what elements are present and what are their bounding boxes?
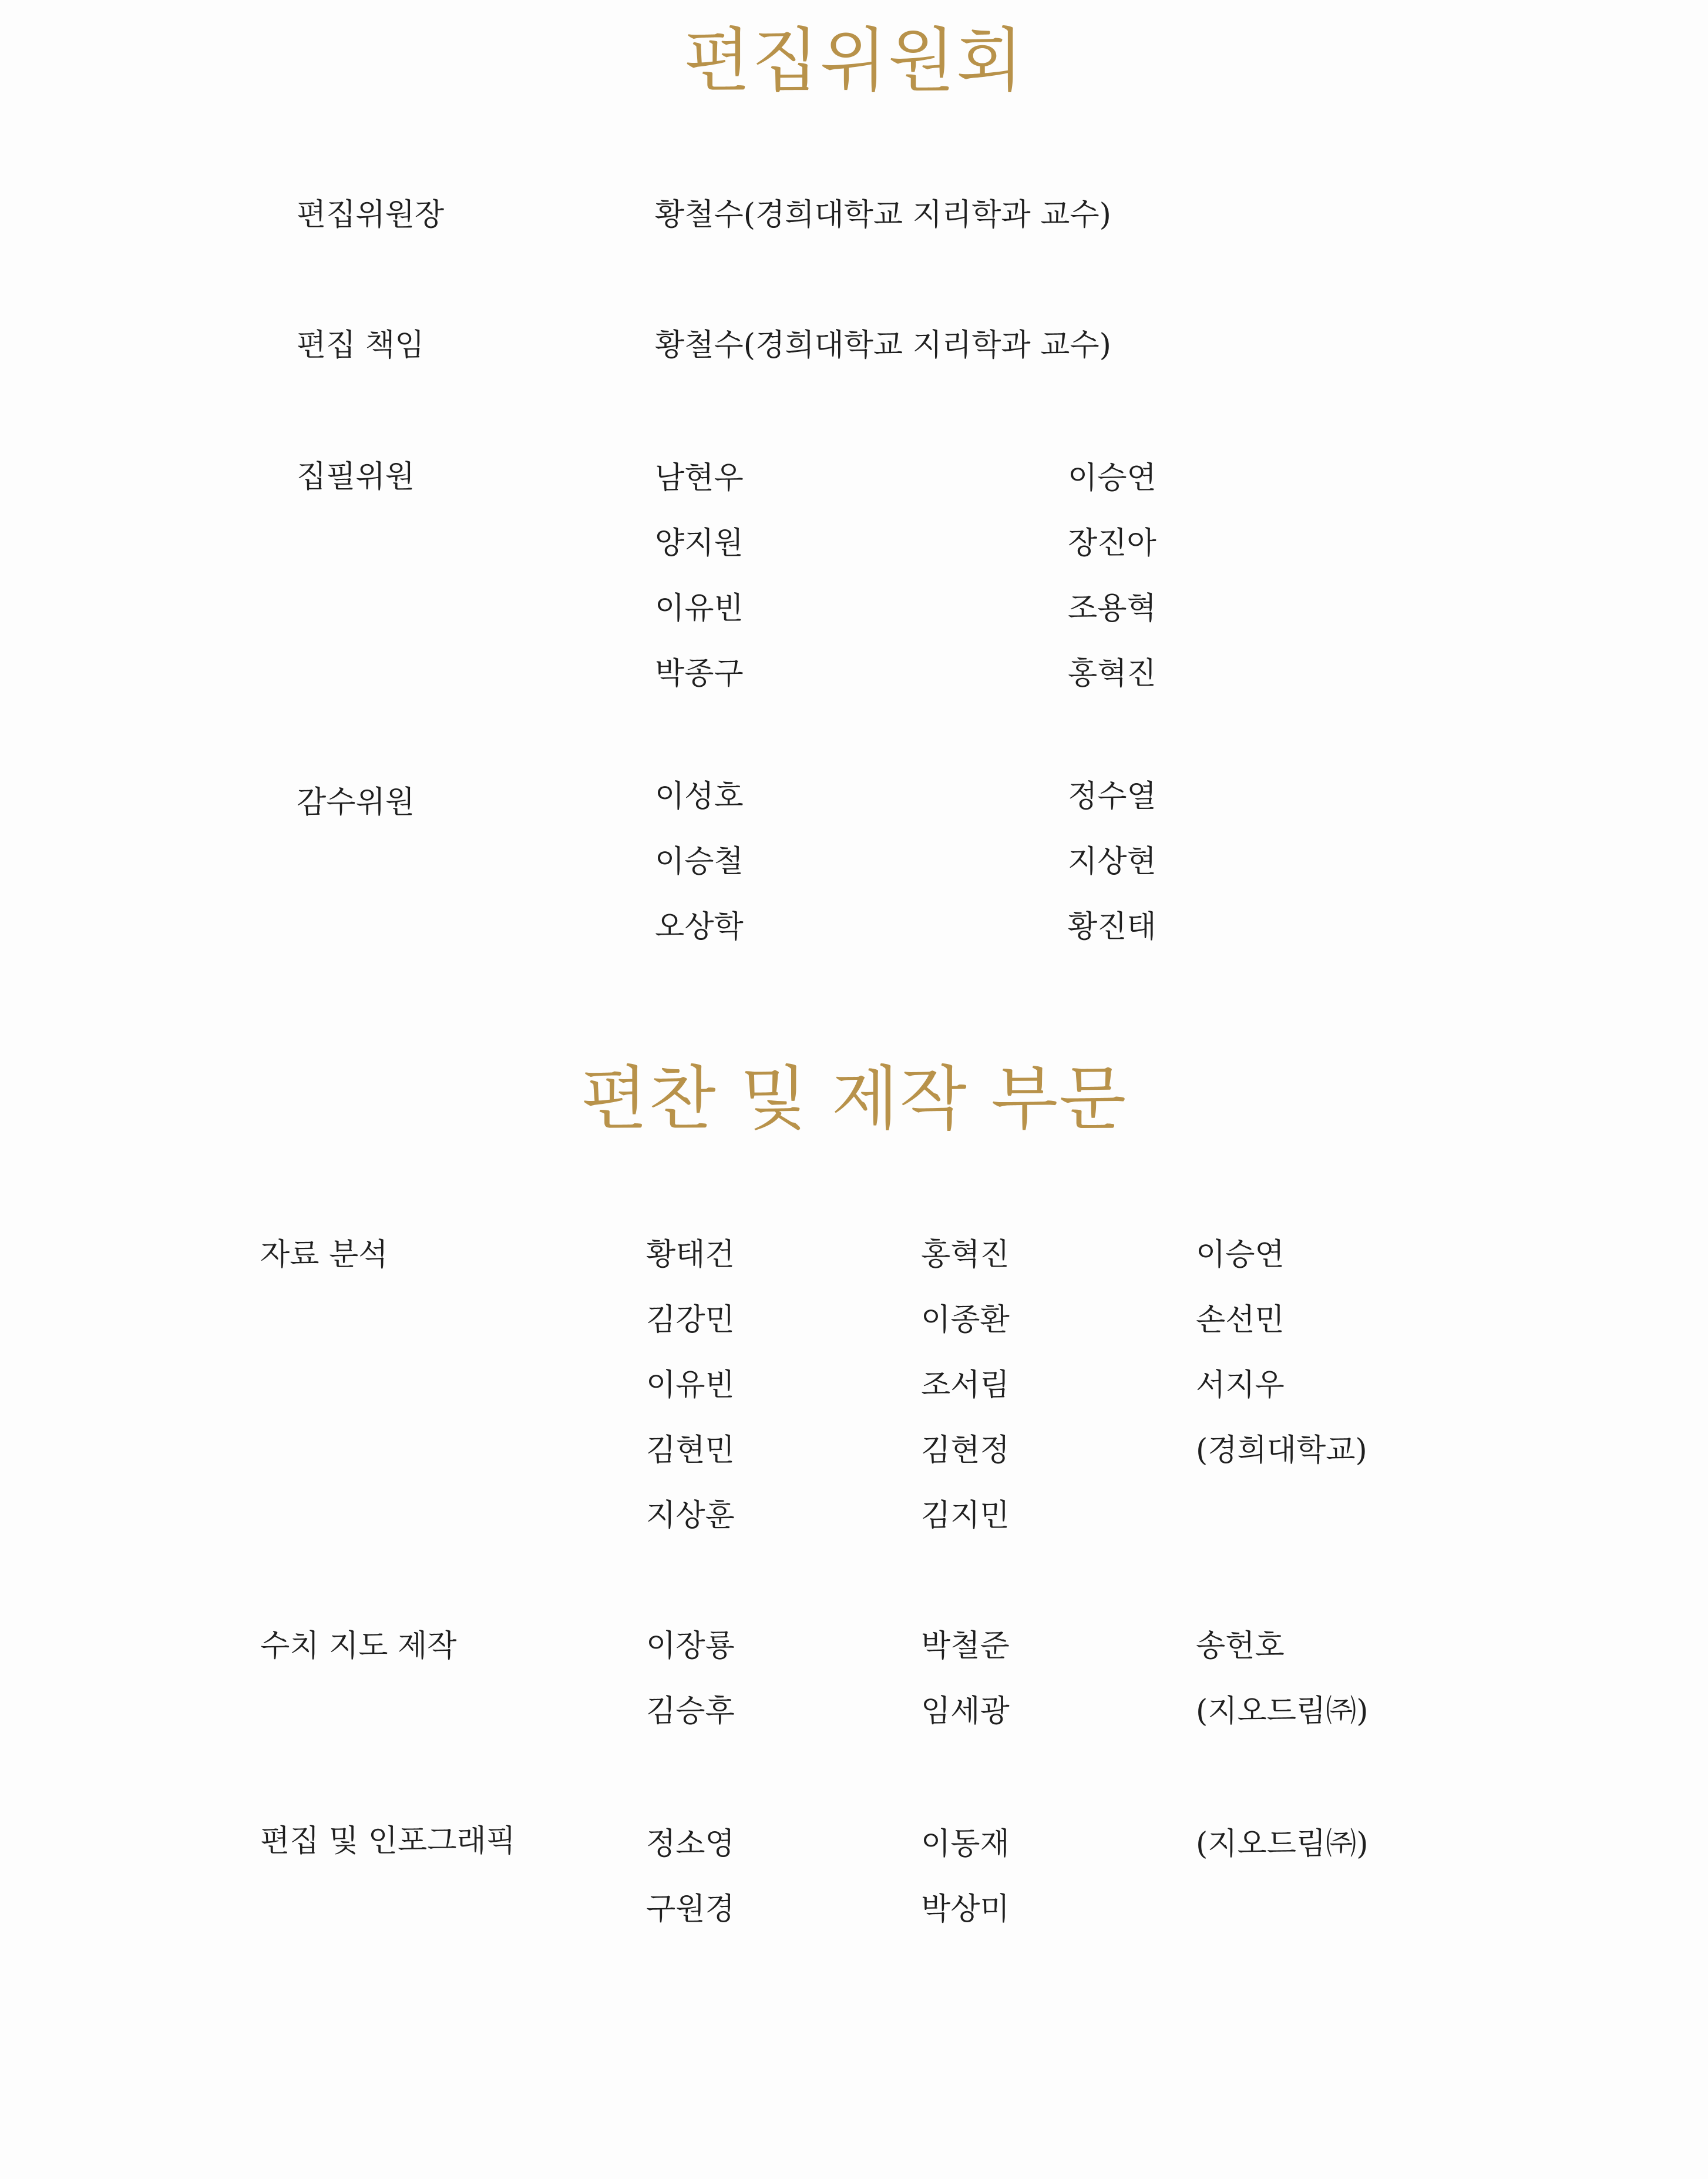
analyst-name: 김현민 (646, 1433, 735, 1468)
analyst-name: 이종환 (921, 1302, 1010, 1338)
affiliation: (지오드림㈜) (1196, 1827, 1369, 1862)
writer-name: 이유빈 (655, 591, 744, 626)
analyst-name: 홍혁진 (921, 1237, 1010, 1273)
label-data-analysis: 자료 분석 (260, 1237, 388, 1273)
reviewer-name: 정수열 (1068, 779, 1156, 814)
writer-name: 이승연 (1068, 461, 1156, 496)
analyst-name: 지상훈 (646, 1498, 735, 1533)
writer-name: 홍혁진 (1068, 656, 1156, 691)
map-maker-name: 임세광 (921, 1694, 1010, 1729)
editor-name: 이동재 (921, 1827, 1010, 1862)
value-chief-editor: 황철수(경희대학교 지리학과 교수) (655, 197, 1111, 233)
affiliation: (경희대학교) (1196, 1433, 1367, 1468)
label-reviewers: 감수위원 (297, 785, 415, 820)
reviewer-name: 이승철 (655, 844, 744, 879)
label-chief-editor: 편집위원장 (297, 197, 445, 233)
reviewer-name: 오상학 (655, 909, 744, 945)
writer-name: 조용혁 (1068, 591, 1156, 626)
reviewer-name: 이성호 (655, 779, 744, 814)
analyst-name: 조서림 (921, 1368, 1010, 1403)
writer-name: 양지원 (655, 526, 744, 561)
editor-name: 정소영 (646, 1827, 735, 1862)
label-digital-map: 수치 지도 제작 (260, 1629, 457, 1664)
analyst-name: 김지민 (921, 1498, 1010, 1533)
reviewer-name: 황진태 (1068, 909, 1156, 945)
writer-name: 남현우 (655, 461, 744, 496)
value-editor-in-charge: 황철수(경희대학교 지리학과 교수) (655, 328, 1111, 363)
analyst-name: 손선민 (1196, 1302, 1285, 1338)
analyst-name: 김현정 (921, 1433, 1010, 1468)
analyst-name: 황태건 (646, 1237, 735, 1273)
section-title-editorial-committee: 편집위원회 (684, 20, 1024, 101)
editor-name: 박상미 (921, 1892, 1010, 1927)
analyst-name: 서지우 (1196, 1368, 1285, 1403)
reviewer-name: 지상현 (1068, 844, 1156, 879)
analyst-name: 이유빈 (646, 1368, 735, 1403)
writer-name: 박종구 (655, 656, 744, 691)
analyst-name: 이승연 (1196, 1237, 1285, 1273)
map-maker-name: 박철준 (921, 1629, 1010, 1664)
analyst-name: 김강민 (646, 1302, 735, 1338)
label-editor-in-charge: 편집 책임 (297, 328, 425, 363)
editor-name: 구원경 (646, 1892, 735, 1927)
map-maker-name: 김승후 (646, 1694, 735, 1729)
writer-name: 장진아 (1068, 526, 1156, 561)
affiliation: (지오드림㈜) (1196, 1694, 1369, 1729)
section-title-compilation-production: 편찬 및 제작 부문 (580, 1058, 1128, 1139)
map-maker-name: 이장룡 (646, 1629, 735, 1664)
label-editing-infographics: 편집 및 인포그래픽 (260, 1824, 516, 1859)
map-maker-name: 송헌호 (1196, 1629, 1285, 1664)
label-writers: 집필위원 (297, 459, 415, 495)
